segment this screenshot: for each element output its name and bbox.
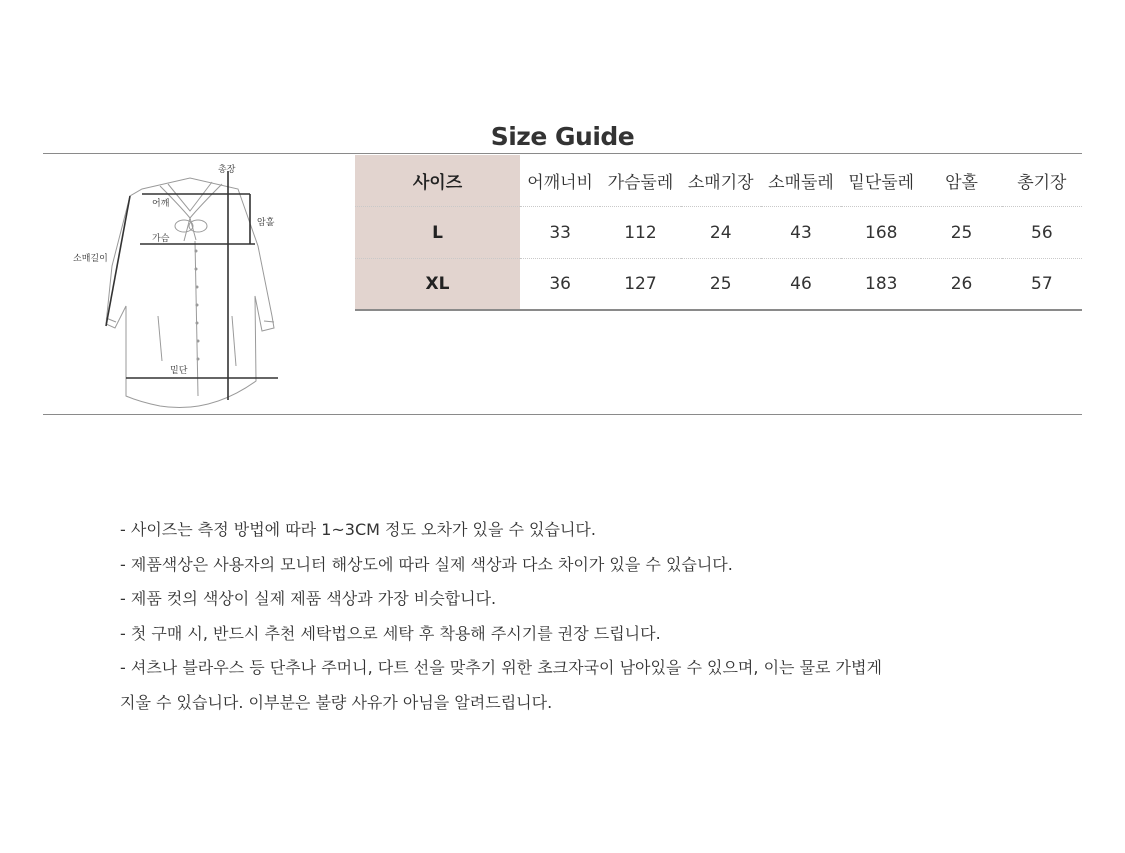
- table-row: [355, 259, 1082, 311]
- size-table: [355, 155, 1082, 311]
- note-line: 지울 수 있습니다. 이부분은 불량 사유가 아님을 알려드립니다.: [120, 692, 553, 712]
- header-sleeve-length: 소매기장: [681, 155, 761, 207]
- sleeve-length-label: 소매길이: [73, 254, 108, 264]
- top-divider: [43, 153, 1082, 154]
- armhole-label: 암홀: [257, 218, 275, 228]
- cell-value: 33: [520, 207, 600, 259]
- hem-label: 밑단: [170, 366, 188, 376]
- cell-value: 36: [520, 259, 600, 311]
- header-armhole: 암홀: [921, 155, 1001, 207]
- cell-value: 127: [600, 259, 680, 311]
- cell-value: 26: [921, 259, 1001, 311]
- cell-value: 57: [1002, 259, 1082, 311]
- cell-value: 24: [681, 207, 761, 259]
- note-line: - 제품 컷의 색상이 실제 제품 색상과 가장 비슷합니다.: [120, 589, 497, 608]
- size-notes: [120, 513, 1060, 720]
- note-line: - 셔츠나 블라우스 등 단추나 주머니, 다트 선을 맞추기 위한 초크자국이 남아있을 수 있으며, 이는 물로 가볍게: [120, 658, 882, 677]
- cell-value: 183: [841, 259, 921, 311]
- header-hem-circumference: 밑단둘레: [841, 155, 921, 207]
- note-line: - 첫 구매 시, 반드시 추천 세탁법으로 세탁 후 착용해 주시기를 권장 드립니다.: [120, 623, 661, 643]
- chest-label: 가슴: [152, 234, 170, 244]
- note-line: - 제품색상은 사용자의 모니터 해상도에 따라 실제 색상과 다소 차이가 있을 수 있습니다.: [120, 554, 733, 574]
- header-size: 사이즈: [355, 155, 520, 207]
- cell-value: 46: [761, 259, 841, 311]
- header-chest: 가슴둘레: [600, 155, 680, 207]
- cell-value: 25: [921, 207, 1001, 259]
- cell-value: 112: [600, 207, 680, 259]
- table-row: [355, 207, 1082, 259]
- total-length-label: 총장: [218, 165, 236, 175]
- header-sleeve-circumference: 소매둘레: [761, 155, 841, 207]
- shirt-illustration: [60, 156, 350, 412]
- page-title: Size Guide: [490, 122, 635, 151]
- row-size: XL: [355, 259, 520, 311]
- row-size: L: [355, 207, 520, 259]
- cell-value: 168: [841, 207, 921, 259]
- table-header-row: [355, 155, 1082, 207]
- bottom-divider: [43, 414, 1082, 415]
- cell-value: 25: [681, 259, 761, 311]
- header-shoulder: 어깨너비: [520, 155, 600, 207]
- shoulder-label: 어깨: [152, 199, 170, 209]
- cell-value: 43: [761, 207, 841, 259]
- header-total-length: 총기장: [1002, 155, 1082, 207]
- note-line: - 사이즈는 측정 방법에 따라 1~3CM 정도 오차가 있을 수 있습니다.: [120, 520, 596, 539]
- garment-diagram: [60, 156, 350, 412]
- cell-value: 56: [1002, 207, 1082, 259]
